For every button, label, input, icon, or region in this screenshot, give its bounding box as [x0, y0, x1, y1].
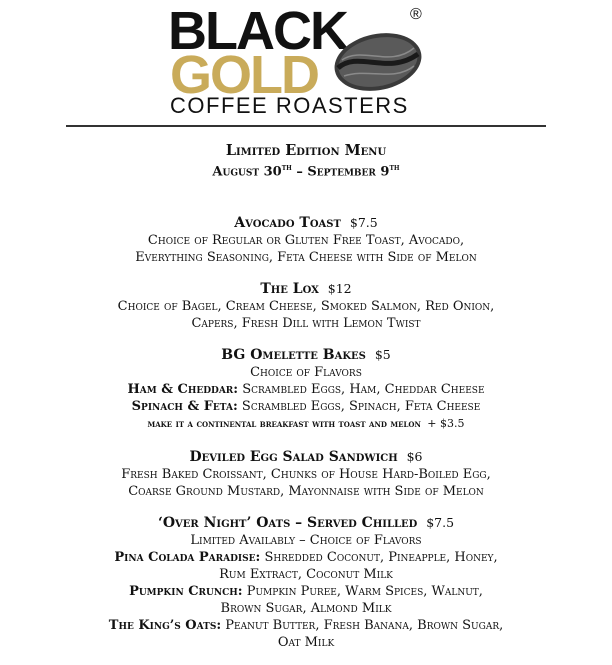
registered-mark: ® — [410, 6, 422, 23]
flavor-option — [0, 549, 612, 566]
dates-sup-start: th — [281, 162, 292, 172]
item-name: Avocado Toast — [234, 215, 341, 232]
dates-end: – September 9 — [291, 164, 390, 180]
addon-note — [0, 415, 612, 434]
item-description: Choice of Bagel, Cream Cheese, Smoked Salmon, Red Onion, — [117, 299, 495, 315]
item-name: BG Omelette Bakes — [221, 347, 366, 364]
dates-sup-end: th — [389, 162, 400, 172]
flavor-description-cont: Oat Milk — [277, 635, 335, 651]
dates-start: August 30 — [212, 164, 282, 180]
logo-roasters-text: COFFEE ROASTERS — [170, 93, 409, 118]
addon-text: make it a continental breakfast with toast and melon — [147, 419, 421, 431]
menu-content — [0, 142, 612, 665]
flavor-description-cont: Rum Extract, Coconut Milk — [219, 567, 393, 583]
flavor-option — [0, 617, 612, 634]
flavor-description: Shredded Coconut, Pineapple, Honey, — [260, 550, 498, 566]
flavor-option — [0, 398, 612, 415]
flavor-name: The King’s Oats: — [108, 618, 222, 634]
item-price: $5 — [374, 347, 391, 363]
item-description: Everything Seasoning, Feta Cheese with Side of Melon — [135, 250, 477, 266]
menu-item-omelette-bakes — [0, 346, 612, 434]
item-name: ‘Over Night’ Oats – Served Chilled — [157, 515, 418, 532]
flavor-name: Pumpkin Crunch: — [129, 584, 243, 600]
flavor-description: Peanut Butter, Fresh Banana, Brown Sugar, — [221, 618, 504, 634]
logo-gold-text: GOLD — [170, 45, 318, 105]
flavor-description: Pumpkin Puree, Warm Spices, Walnut, — [242, 584, 483, 600]
flavor-name: Ham & Cheddar: — [127, 382, 239, 398]
addon-price: + $3.5 — [427, 417, 465, 431]
item-description: Capers, Fresh Dill with Lemon Twist — [191, 316, 421, 332]
item-heading — [0, 448, 612, 466]
item-price: $7.5 — [426, 515, 455, 531]
flavor-description-cont: Brown Sugar, Almond Milk — [220, 601, 392, 617]
menu-item-the-lox — [0, 280, 612, 332]
brand-logo — [168, 1, 448, 122]
item-description: Coarse Ground Mustard, Mayonnaise with Side of Melon — [128, 484, 484, 500]
item-description: Fresh Baked Croissant, Chunks of House Hard-Boiled Egg, — [121, 467, 491, 483]
item-heading — [0, 514, 612, 532]
header-divider — [66, 125, 546, 127]
flavor-description: Scrambled Eggs, Ham, Cheddar Cheese — [238, 382, 485, 398]
menu-item-avocado-toast — [0, 214, 612, 266]
item-price: $12 — [327, 281, 352, 297]
coffee-bean-icon — [328, 24, 428, 94]
item-heading — [0, 280, 612, 298]
item-subtitle: Limited Availably – Choice of Flavors — [190, 533, 422, 549]
flavor-name: Pina Colada Paradise: — [114, 550, 261, 566]
item-price: $7.5 — [349, 215, 378, 231]
item-heading — [0, 346, 612, 364]
flavor-name: Spinach & Feta: — [131, 399, 238, 415]
item-name: The Lox — [260, 281, 319, 298]
flavor-description: Scrambled Eggs, Spinach, Feta Cheese — [237, 399, 481, 415]
flavor-option — [0, 583, 612, 600]
item-subtitle: Choice of Flavors — [250, 365, 362, 381]
flavor-option — [0, 381, 612, 398]
menu-title: Limited Edition Menu — [225, 142, 387, 159]
item-description: Choice of Regular or Gluten Free Toast, Avocado, — [147, 233, 465, 249]
item-heading — [0, 214, 612, 232]
logo-black-text: BLACK — [168, 1, 347, 61]
menu-dates — [0, 159, 612, 180]
menu-item-overnight-oats — [0, 514, 612, 651]
menu-item-deviled-egg-sandwich — [0, 448, 612, 500]
item-name: Deviled Egg Salad Sandwich — [189, 449, 398, 466]
item-price: $6 — [406, 449, 423, 465]
